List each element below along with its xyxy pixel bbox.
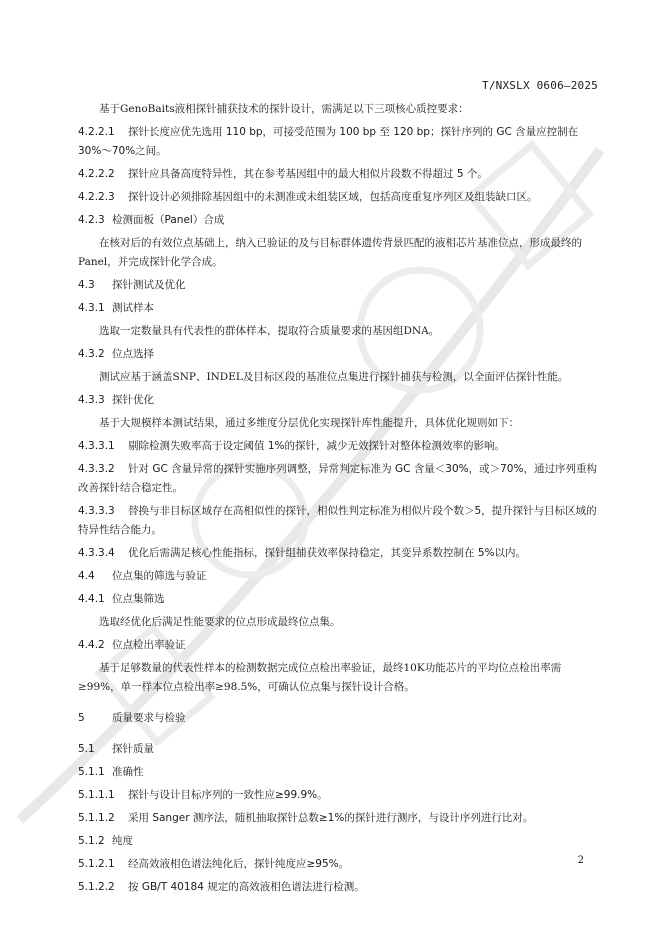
clause-number: 4.2.2.2 [78, 168, 115, 180]
section-heading [78, 832, 598, 851]
numbered-clause [78, 809, 598, 828]
numbered-clause [78, 460, 598, 498]
clause-number: 4.4 [78, 570, 95, 582]
section-heading [78, 740, 598, 759]
clause-number: 4.3.3.4 [78, 547, 115, 559]
clause-number: 4.4.2 [78, 639, 105, 651]
numbered-clause [78, 437, 598, 456]
clause-text: 位点集筛选 [112, 593, 165, 605]
clause-text: 探针质量 [112, 743, 154, 755]
clause-number: 4.2.2.3 [78, 191, 115, 203]
body-paragraph [78, 368, 598, 387]
clause-number: 4.3.3.1 [78, 440, 115, 452]
clause-text: 纯度 [112, 835, 133, 847]
clause-number: 5.1 [78, 743, 95, 755]
clause-text: 准确性 [112, 766, 144, 778]
numbered-clause [78, 188, 598, 207]
clause-number: 5 [78, 712, 85, 724]
numbered-clause [78, 786, 598, 805]
body-paragraph [78, 613, 598, 632]
clause-number: 4.3.3 [78, 394, 105, 406]
clause-text: 剔除检测失败率高于设定阈值 1%的探针，减少无效探针对整体检测效率的影响。 [128, 440, 505, 452]
clause-text: 经高效液相色谱法纯化后，探针纯度应≥95%。 [128, 858, 350, 870]
section-heading [78, 299, 598, 318]
body-paragraph [78, 234, 598, 272]
clause-text: 质量要求与检验 [112, 712, 186, 724]
page-number: 2 [577, 855, 584, 866]
section-heading [78, 636, 598, 655]
paragraph-text: 选取一定数量具有代表性的群体样本，提取符合质量要求的基因组DNA。 [99, 325, 440, 337]
clause-text: 探针应具备高度特异性，其在参考基因组中的最大相似片段数不得超过 5 个。 [128, 168, 488, 180]
clause-number: 5.1.2.2 [78, 881, 115, 893]
numbered-clause [78, 502, 598, 540]
clause-text: 优化后需满足核心性能指标，探针组捕获效率保持稳定，其变异系数控制在 5%以内。 [128, 547, 526, 559]
section-heading [78, 391, 598, 410]
numbered-clause [78, 878, 598, 897]
clause-number: 5.1.2.1 [78, 858, 115, 870]
clause-number: 4.4.1 [78, 593, 105, 605]
numbered-clause [78, 544, 598, 563]
body-paragraph [78, 659, 598, 697]
clause-text: 位点检出率验证 [112, 639, 186, 651]
clause-text: 探针测试及优化 [112, 279, 186, 291]
clause-text: 替换与非目标区域存在高相似性的探针，相似性判定标准为相似片段个数＞5，提升探针与目标区域的特异性结合能力。 [78, 505, 597, 536]
paragraph-text: 基于GenoBaits液相探针捕获技术的探针设计，需满足以下三项核心质控要求： [99, 103, 469, 115]
numbered-clause [78, 123, 598, 161]
section-spacer [78, 732, 598, 740]
paragraph-text: 测试应基于涵盖SNP、INDEL及目标区段的基准位点集进行探针捕获与检测，以全面评估探针性能。 [99, 371, 569, 383]
clause-number: 5.1.1.2 [78, 812, 115, 824]
clause-text: 针对 GC 含量异常的探针实施序列调整，异常判定标准为 GC 含量＜30%，或＞70%，通过序列重构改善探针结合稳定性。 [78, 463, 597, 494]
section-heading [78, 590, 598, 609]
document-body [78, 100, 598, 901]
clause-number: 4.2.2.1 [78, 126, 115, 138]
paragraph-text: 基于大规模样本测试结果，通过多维度分层优化实现探针库性能提升，具体优化规则如下： [99, 417, 519, 429]
clause-number: 4.3.3.2 [78, 463, 115, 475]
clause-number: 4.3.2 [78, 348, 105, 360]
section-heading [78, 709, 598, 728]
clause-number: 4.3.3.3 [78, 505, 115, 517]
section-spacer [78, 701, 598, 709]
clause-number: 4.3 [78, 279, 95, 291]
section-heading [78, 345, 598, 364]
body-paragraph [78, 414, 598, 433]
clause-text: 探针优化 [112, 394, 154, 406]
body-paragraph [78, 100, 598, 119]
clause-text: 测试样本 [112, 302, 154, 314]
clause-number: 4.3.1 [78, 302, 105, 314]
body-paragraph [78, 322, 598, 341]
clause-number: 5.1.1.1 [78, 789, 115, 801]
document-code: T/NXSLX 0606—2025 [482, 79, 598, 92]
paragraph-text: 基于足够数量的代表性样本的检测数据完成位点检出率验证，最终10K功能芯片的平均位点检出率需≥99%，单一样本位点检出率≥98.5%，可确认位点集与探针设计合格。 [78, 662, 562, 693]
clause-text: 采用 Sanger 测序法，随机抽取探针总数≥1%的探针进行测序，与设计序列进行比对。 [128, 812, 534, 824]
section-heading [78, 763, 598, 782]
numbered-clause [78, 165, 598, 184]
section-heading [78, 211, 598, 230]
clause-number: 5.1.2 [78, 835, 105, 847]
clause-number: 4.2.3 [78, 214, 105, 226]
paragraph-text: 选取经优化后满足性能要求的位点形成最终位点集。 [99, 616, 341, 628]
clause-text: 检测面板（Panel）合成 [112, 214, 225, 226]
clause-number: 5.1.1 [78, 766, 105, 778]
numbered-clause [78, 855, 598, 874]
paragraph-text: 在核对后的有效位点基础上，纳入已验证的及与目标群体遗传背景匹配的液相芯片基准位点，形成最终的Panel，并完成探针化学合成。 [78, 237, 582, 268]
clause-text: 位点集的筛选与验证 [112, 570, 207, 582]
clause-text: 探针设计必须排除基因组中的未测准或未组装区域，包括高度重复序列区及组装缺口区。 [128, 191, 538, 203]
section-heading [78, 567, 598, 586]
clause-text: 按 GB/T 40184 规定的高效液相色谱法进行检测。 [128, 881, 365, 893]
section-heading [78, 276, 598, 295]
clause-text: 探针长度应优先选用 110 bp，可接受范围为 100 bp 至 120 bp；探针序列的 GC 含量应控制在 30%～70%之间。 [78, 126, 579, 157]
clause-text: 探针与设计目标序列的一致性应≥99.9%。 [128, 789, 328, 801]
clause-text: 位点选择 [112, 348, 154, 360]
